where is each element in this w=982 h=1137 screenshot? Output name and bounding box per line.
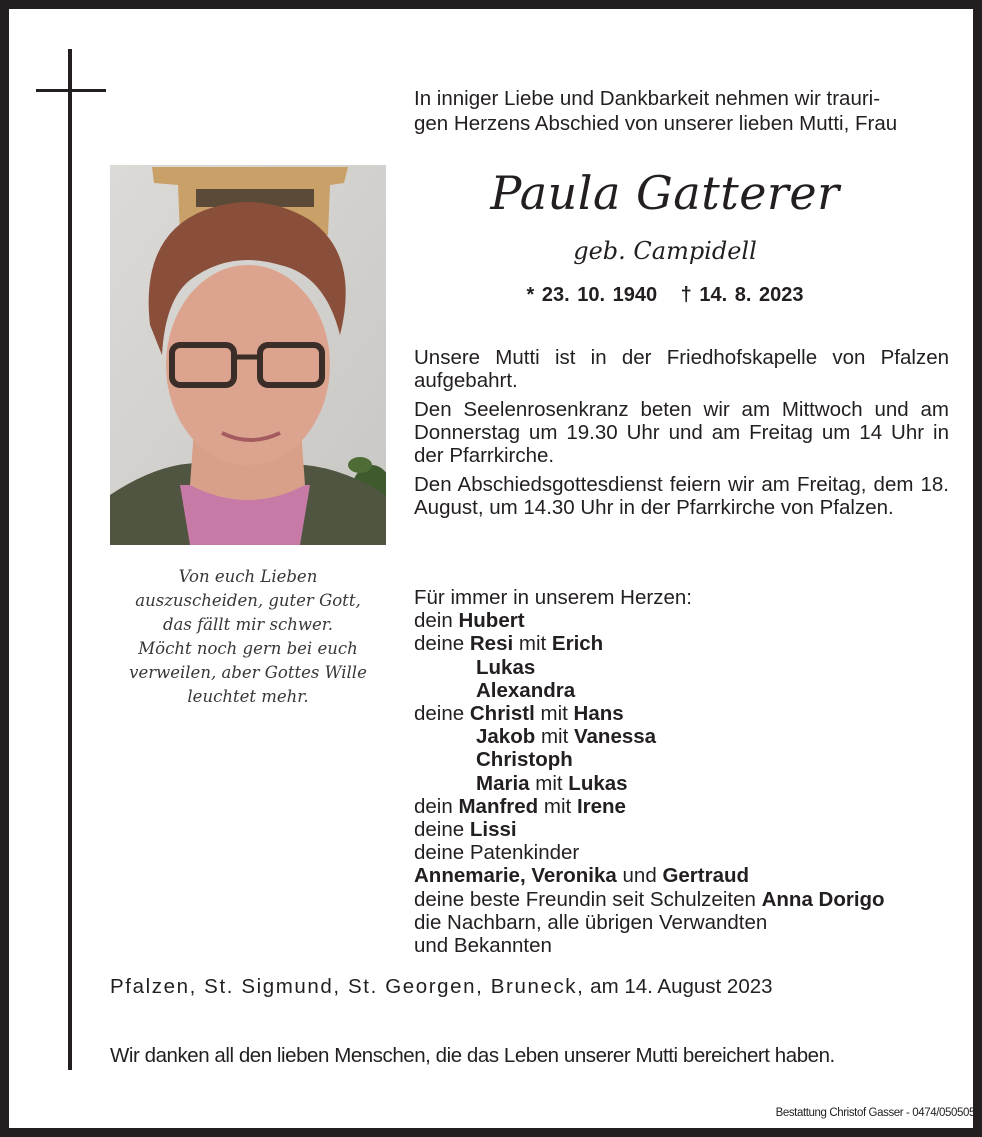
mourner-relation: deine Patenkinder: [414, 841, 580, 865]
mourner-name: Irene: [576, 794, 626, 818]
mourner-name: Vanessa: [573, 725, 657, 749]
mourners-rows: [414, 609, 954, 957]
mourner-relation: mit: [518, 632, 547, 656]
notice-date: am 14. August 2023: [590, 975, 773, 998]
mourner-row: [414, 679, 954, 702]
poem-line: verweilen, aber Gottes Wille: [129, 663, 367, 682]
mourner-name: Gertraud: [662, 864, 750, 888]
place: Pfalzen, St. Sigmund, St. Georgen, Bruneck,: [110, 975, 585, 998]
mourner-name: Alexandra: [476, 678, 576, 702]
poem-line: Von euch Lieben: [178, 567, 318, 586]
mourner-relation: deine beste Freundin seit Schulzeiten: [414, 887, 756, 911]
mourner-row: [414, 864, 954, 887]
undertaker-credit: Bestattung Christof Gasser - 0474/050505: [775, 1107, 975, 1119]
deceased-name: Paula Gatterer: [490, 166, 840, 220]
mourner-relation: mit: [543, 794, 572, 818]
mourner-relation: deine: [414, 818, 465, 842]
mourner-relation: deine: [414, 702, 465, 726]
mourner-name: Erich: [551, 632, 604, 656]
mourner-relation: deine: [414, 632, 465, 656]
mourner-relation: und: [622, 864, 657, 888]
mourner-name: Hubert: [458, 609, 525, 633]
info-paragraph: Den Seelenrosenkranz beten wir am Mittwoch und am Donnerstag um 19.30 Uhr und am Freitag um 14 Uhr in der Pfarrkirche.: [414, 398, 949, 467]
mourner-relation: die Nachbarn, alle übrigen Verwandten: [414, 910, 768, 934]
portrait-image: [110, 165, 386, 545]
mourners-heading: Für immer in unserem Herzen:: [414, 586, 692, 609]
mourner-name: Lissi: [469, 818, 517, 842]
mourner-name: Christl: [469, 702, 535, 726]
poem-line: das fällt mir schwer.: [162, 615, 334, 634]
poem-line: leuchtet mehr.: [187, 687, 309, 706]
mourner-relation: dein: [414, 794, 453, 818]
mourner-row: [414, 888, 954, 911]
poem: [110, 565, 386, 709]
mourner-name: Jakob: [476, 725, 536, 749]
birth-date: * 23. 10. 1940: [526, 284, 658, 306]
portrait-photo: [110, 165, 386, 545]
mourner-row: [414, 911, 954, 934]
mourner-row: [414, 772, 954, 795]
mourner-name: Annemarie, Veronika: [414, 864, 617, 888]
mourner-row: [414, 632, 954, 655]
thanks-text: Wir danken all den lieben Menschen, die das Leben unserer Mutti bereichert haben.: [110, 1044, 835, 1067]
funeral-info: [414, 346, 949, 525]
info-paragraph: Den Abschiedsgottesdienst feiern wir am Freitag, dem 18. August, um 14.30 Uhr in der Pfarrkirche von Pfalzen.: [414, 473, 949, 519]
mourner-name: Anna Dorigo: [761, 887, 885, 911]
mourner-relation: mit: [540, 702, 568, 726]
mourner-row: [414, 795, 954, 818]
poem-line: Möcht noch gern bei euch: [138, 639, 358, 658]
mourner-name: Hans: [573, 702, 624, 726]
mourner-name: Maria: [476, 771, 530, 795]
death-date: † 14. 8. 2023: [680, 284, 804, 306]
info-paragraph: Unsere Mutti ist in der Friedhofskapelle von Pfalzen aufgebahrt.: [414, 346, 949, 392]
mourner-row: [414, 725, 954, 748]
life-dates: [400, 282, 930, 308]
cross-icon-crossbar: [36, 89, 106, 92]
mourner-row: [414, 702, 954, 725]
mourner-name: Manfred: [458, 794, 539, 818]
mourner-name: Christoph: [476, 748, 573, 772]
mourner-row: [414, 656, 954, 679]
mourner-relation: und Bekannten: [414, 934, 552, 958]
mourner-row: [414, 609, 954, 632]
intro-text: [414, 86, 954, 136]
mourner-row: [414, 748, 954, 771]
poem-line: auszuscheiden, guter Gott,: [135, 591, 361, 610]
mourner-relation: dein: [414, 609, 453, 633]
mourner-row: [414, 934, 954, 957]
maiden-name: geb. Campidell: [573, 237, 757, 265]
mourner-name: Lukas: [476, 655, 536, 679]
intro-line: In inniger Liebe und Dankbarkeit nehmen wir trauri-: [414, 87, 881, 110]
mourner-relation: mit: [540, 725, 569, 749]
mourner-row: [414, 818, 954, 841]
intro-line: gen Herzens Abschied von unserer lieben Mutti, Frau: [414, 112, 898, 135]
mourners-list: [414, 586, 954, 957]
mourner-name: Resi: [469, 632, 514, 656]
cross-icon: [68, 49, 72, 1070]
mourner-relation: mit: [535, 771, 563, 795]
mourner-name: Lukas: [568, 771, 628, 795]
place-and-date: [110, 974, 773, 1000]
mourner-row: [414, 841, 954, 864]
